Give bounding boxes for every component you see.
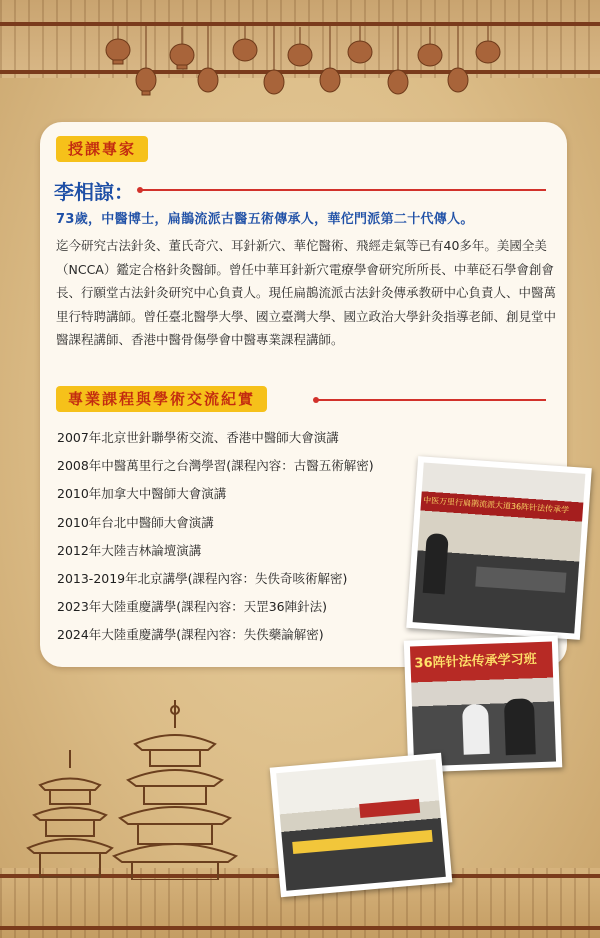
list-item: 2024年大陸重慶講學(課程內容：失佚藥論解密) [57,627,324,643]
lecture-photo-1 [406,456,592,640]
instructor-section-tag: 授課專家 [56,136,148,162]
list-item: 2012年大陸吉林論壇演講 [57,542,202,558]
lecture-photo-3 [270,753,453,897]
courses-section-tag: 專業課程與學術交流紀實 [56,386,267,412]
photo2-banner-text: 36阵针法传承学习班 [414,652,537,672]
instructor-name: 李相諒： [54,180,134,204]
pagoda-illustration [10,680,240,880]
list-item: 2023年大陸重慶講學(課程內容：天罡36陣針法) [57,599,327,615]
event-list [57,428,374,654]
instructor-bio: 迄今研究古法針灸、董氏奇穴、耳針新穴、華佗醫術、飛經走氣等已有40多年。美國全美（NCCA）鑑定合格針灸醫師。曾任中華耳針新穴電療學會研究所所長、中華砭石學會創會長、行願堂古法針灸研究中心負責人。現任扁鵲流派古法針灸傳承教研中心負責人、中醫萬里行特聘講師。曾任臺北醫學大學、國立臺灣大學、國立政治大學針灸指導老師、創見堂中醫課程講師、香港中醫骨傷學會中醫專業課程講師。 [56,238,557,347]
list-item: 2010年加拿大中醫師大會演講 [57,486,227,502]
instructor-subtitle: 73歲，中醫博士，扁鵲流派古醫五術傳承人，華佗門派第二十代傳人。 [56,212,474,227]
photo1-banner-text: 中医万里行扁鹊流派大道36阵针法传承学 [422,495,570,515]
name-divider [140,189,546,191]
list-item: 2010年台北中醫師大會演講 [57,514,214,530]
list-item: 2013-2019年北京講學(課程內容：失佚奇咳術解密) [57,570,348,586]
courses-divider [316,399,546,401]
lantern-decoration [0,0,600,120]
list-item: 2007年北京世針聯學術交流、香港中醫師大會演講 [57,430,339,445]
list-item: 2008年中醫萬里行之台灣學習(課程內容：古醫五術解密) [57,458,374,474]
lecture-photo-2 [404,635,563,772]
